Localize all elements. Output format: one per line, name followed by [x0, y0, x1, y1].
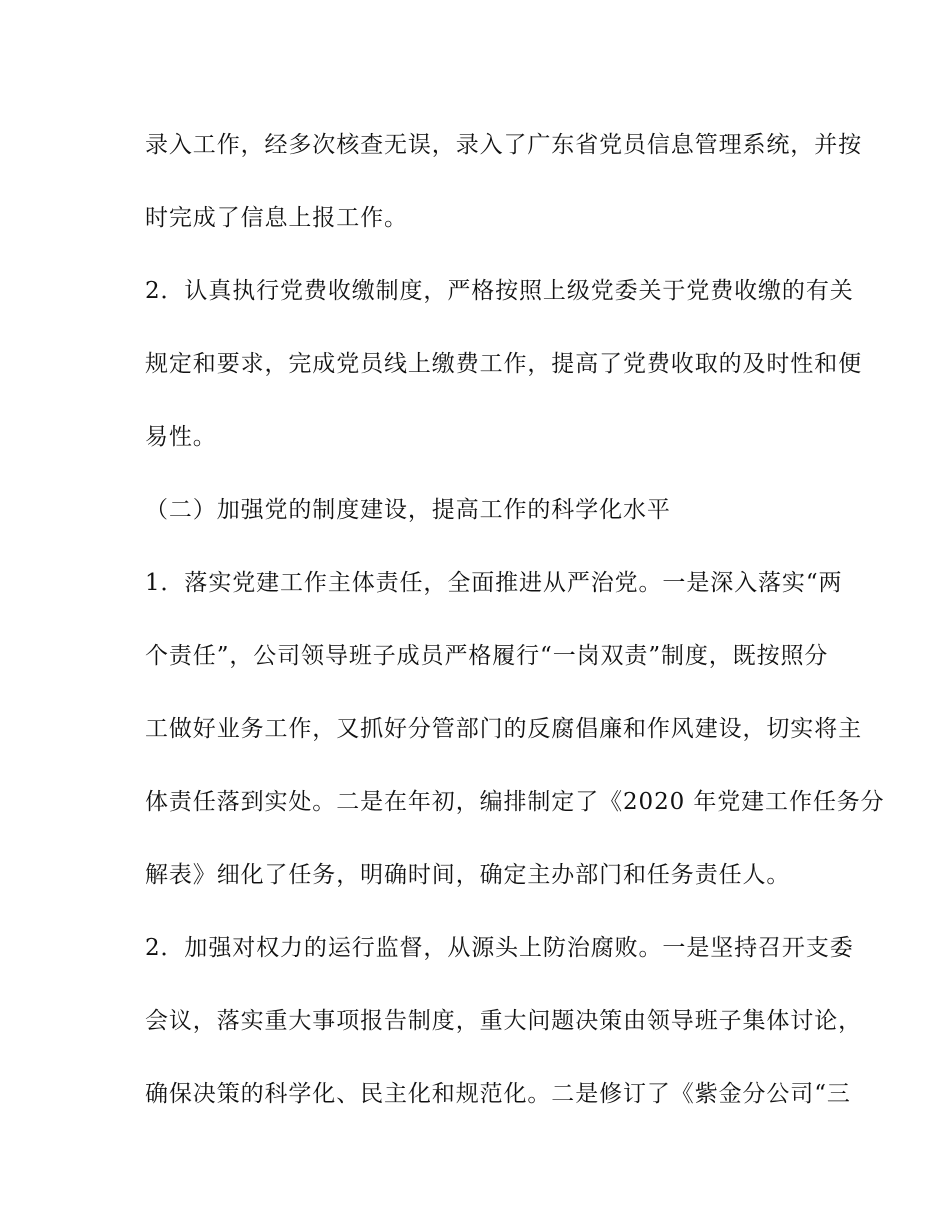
paragraph-line: 规定和要求，完成党员线上缴费工作，提高了党费收取的及时性和便 — [145, 351, 862, 377]
paragraph-line: 解表》细化了任务，明确时间，确定主办部门和任务责任人。 — [145, 862, 791, 888]
paragraph-line: 会议，落实重大事项报告制度，重大问题决策由领导班子集体讨论， — [145, 1008, 862, 1034]
paragraph-line: 录入工作，经多次核查无误，录入了广东省党员信息管理系统，并按 — [145, 132, 862, 158]
section-heading: （二）加强党的制度建设，提高工作的科学化水平 — [145, 497, 671, 523]
paragraph-line: 体责任落到实处。二是在年初，编排制定了《2020 年党建工作任务分 — [145, 789, 885, 815]
paragraph-line: 时完成了信息上报工作。 — [145, 205, 408, 231]
paragraph-line: 确保决策的科学化、民主化和规范化。二是修订了《紫金分公司“三 — [145, 1081, 851, 1107]
paragraph-line: 工做好业务工作，又抓好分管部门的反腐倡廉和作风建设，切实将主 — [145, 716, 862, 742]
paragraph-line: 易性。 — [145, 424, 217, 450]
paragraph-line: 个责任”，公司领导班子成员严格履行“一岗双责”制度，既按照分 — [145, 643, 829, 669]
paragraph-line: 2．加强对权力的运行监督，从源头上防治腐败。一是坚持召开支委 — [145, 935, 854, 961]
paragraph-line: 2．认真执行党费收缴制度，严格按照上级党委关于党费收缴的有关 — [145, 278, 854, 304]
paragraph-line: 1．落实党建工作主体责任，全面推进从严治党。一是深入落实“两 — [145, 570, 843, 596]
